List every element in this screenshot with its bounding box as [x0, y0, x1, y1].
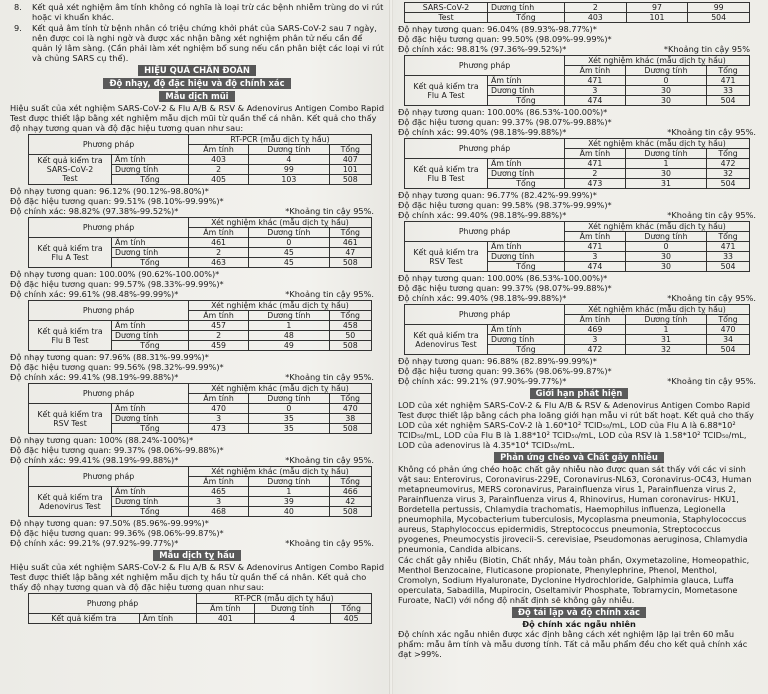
cell: 48 [249, 331, 329, 341]
cell: 504 [707, 262, 750, 272]
sensitivity-stat: Độ nhạy tương quan: 100.00% (86.53%-100.00%)* [398, 273, 608, 283]
page-fold [389, 0, 393, 694]
cell: 1 [249, 487, 329, 497]
note-number: 9. [14, 23, 22, 33]
col-header: Âm tính [189, 394, 249, 404]
col-header: Dương tính [625, 315, 706, 325]
specificity-stat: Độ đặc hiệu tương quan: 99.51% (98.10%-99.99%)* [10, 196, 224, 206]
cell: 4 [254, 614, 331, 624]
cell: 2 [565, 169, 626, 179]
results-table [404, 55, 750, 106]
ci-note: *Khoảng tin cậy 95%. [667, 376, 756, 386]
col-header: Âm tính [189, 477, 249, 487]
row-label: Dương tính [488, 3, 565, 13]
specificity-stat: Độ đặc hiệu tương quan: 99.57% (98.33%-99.99%)* [10, 279, 224, 289]
test-label [405, 242, 488, 272]
test-label-line: Flu A Test [51, 252, 89, 262]
cell: 471 [565, 242, 626, 252]
col-header: Âm tính [565, 232, 626, 242]
cell: 3 [565, 86, 626, 96]
row-label: Dương tính [488, 335, 565, 345]
test-label: Kết quả kiểm tra [29, 614, 140, 624]
cell: 504 [707, 179, 750, 189]
method-header: Phương pháp [29, 301, 189, 321]
col-header: Âm tính [189, 311, 249, 321]
col-header: Âm tính [197, 604, 254, 614]
cell: 470 [329, 404, 371, 414]
test-label-line: Flu B Test [51, 335, 89, 345]
cell: 468 [189, 507, 249, 517]
sensitivity-stat: Độ nhạy tương quan: 96.88% (82.89%-99.99%)* [398, 356, 597, 366]
accuracy-row [10, 372, 384, 382]
col-header: Dương tính [625, 232, 706, 242]
method-header: Phương pháp [405, 139, 565, 159]
method-header: Phương pháp [29, 218, 189, 238]
ci-note: *Khoảng tin cậy 95%. [667, 127, 756, 137]
method-header: Phương pháp [405, 222, 565, 242]
results-table-continued [404, 2, 750, 23]
accuracy-row [398, 210, 760, 220]
lod-text: LOD của xét nghiệm SARS-CoV-2 & Flu A/B & RSV & Adenovirus Antigen Combo Rapid Test được thiết lập bằng cách pha loãng giới hạn mẫu vi rút bất hoạt. Kết quả cho thấy LOD của xét nghiệm SARS-CoV-2 là 1.60*10² TCID₅₀/mL, LOD của Flu A là 6.88*10² TCID₅₀/mL, LOD của Flu B là 1.88*10² TCID₅₀/mL, LOD của RSV là 1.58*10² TCID₅₀/mL, LOD của adenovirus là 4.35*10⁴ TCID₅₀/mL. [398, 400, 754, 450]
test-label-line: RSV Test [53, 418, 87, 428]
ci-note: *Khoảng tin cậy 95%. [285, 455, 374, 465]
method-header: Phương pháp [29, 135, 189, 155]
note-number: 8. [14, 2, 22, 12]
cell: 457 [189, 321, 249, 331]
interference-text: Các chất gây nhiễu (Biotin, Chất nhầy, Máu toàn phần, Oxymetazoline, Homeopathic, Menthol Benzocaine, Fluticasone propionate, Phenylephrine, Phenol, Menthol, Cromolyn, Sodium Hyaluronate, Dyclonine Hydrochloride, Galphimia glauca, Luffa operculata, Sabadilla, Mupirocin, Oseltamivir Phosphate, Tobramycin, Mometasone Furoate, NaCl) với nồng độ nhất định sẽ không gây nhiễu. [398, 555, 750, 605]
sensitivity-stat: Độ nhạy tương quan: 100.00% (86.53%-100.00%)* [398, 107, 608, 117]
notes-list [10, 2, 384, 63]
row-label: Âm tính [112, 404, 189, 414]
cell: 45 [249, 258, 329, 268]
row-label: Dương tính [112, 414, 189, 424]
col-header: Tổng [707, 149, 750, 159]
cell: 465 [189, 487, 249, 497]
test-label-line: Kết quả kiểm tra [37, 492, 103, 502]
note-text: Kết quả xét nghiệm âm tính không có nghĩa là loại trừ các bệnh nhiễm trùng do vi rút hoặc vi khuẩn khác. [32, 2, 384, 22]
col-header: Dương tính [254, 604, 331, 614]
method-header: Phương pháp [29, 594, 197, 614]
accuracy-stat: Độ chính xác: 99.40% (98.18%-99.88%)* [398, 127, 567, 137]
row-label: Âm tính [488, 325, 565, 335]
row-label: Âm tính [112, 487, 189, 497]
test-label-line: Adenovirus Test [415, 339, 477, 349]
cell: 50 [329, 331, 371, 341]
ci-note: *Khoảng tin cậy 95%. [667, 293, 756, 303]
cell: 3 [565, 252, 626, 262]
cell: 47 [329, 248, 371, 258]
cell: 2 [565, 3, 627, 13]
test-label-line: RSV Test [429, 256, 463, 266]
col-header: Âm tính [565, 66, 626, 76]
cell: 1 [625, 325, 706, 335]
cell: 33 [707, 86, 750, 96]
cell: 97 [626, 3, 688, 13]
results-table [28, 466, 372, 517]
accuracy-stat: Độ chính xác: 99.61% (98.48%-99.99%)* [10, 289, 179, 299]
cell: 99 [249, 165, 329, 175]
sensitivity-stat: Độ nhạy tương quan: 96.04% (89.93%-98.77%)* [398, 24, 597, 34]
reference-header: Xét nghiệm khác (mẫu dịch tỵ hầu) [189, 384, 372, 394]
test-label [29, 487, 112, 517]
cell: 1 [249, 321, 329, 331]
cell: 4 [249, 155, 329, 165]
cell: 508 [329, 258, 371, 268]
row-label: Tổng [112, 258, 189, 268]
specificity-stat: Độ đặc hiệu tương quan: 99.37% (98.07%-99.88%)* [398, 117, 612, 127]
cell: 2 [189, 331, 249, 341]
cell: 1 [625, 159, 706, 169]
reference-header: RT-PCR (mẫu dịch tỵ hầu) [197, 594, 372, 604]
col-header: Tổng [329, 145, 371, 155]
cell: 472 [707, 159, 750, 169]
cell: 99 [688, 3, 750, 13]
accuracy-stat: Độ chính xác: 99.21% (97.90%-99.77%)* [398, 376, 567, 386]
test-label-line: SARS-CoV-2 [46, 165, 94, 174]
accuracy-row [10, 206, 384, 216]
cell: 471 [707, 242, 750, 252]
test-label-line: Kết quả kiểm tra [37, 409, 103, 419]
accuracy-stat: Độ chính xác: 99.40% (98.18%-99.88%)* [398, 210, 567, 220]
test-label-line: Test [62, 174, 78, 183]
cell: 101 [329, 165, 371, 175]
specificity-stat: Độ đặc hiệu tương quan: 99.58% (98.37%-99.99%)* [398, 200, 612, 210]
col-header: Âm tính [565, 149, 626, 159]
row-label: Âm tính [488, 242, 565, 252]
accuracy-stat: Độ chính xác: 98.82% (97.38%-99.52%)* [10, 206, 179, 216]
reference-header: Xét nghiệm khác (mẫu dịch tỵ hầu) [189, 467, 372, 477]
specificity-stat: Độ đặc hiệu tương quan: 99.56% (98.32%-99.99%)* [10, 362, 224, 372]
method-header: Phương pháp [29, 384, 189, 404]
ci-note: *Khoảng tin cậy 95%. [285, 538, 374, 548]
cell: 30 [625, 86, 706, 96]
cell: 472 [565, 345, 626, 355]
subsection-title: Độ nhạy, độ đặc hiệu và độ chính xác [103, 78, 290, 89]
col-header: Tổng [707, 66, 750, 76]
row-label: Dương tính [112, 248, 189, 258]
col-header: Âm tính [189, 228, 249, 238]
cell: 474 [565, 96, 626, 106]
accuracy-row [10, 538, 384, 548]
sensitivity-stat: Độ nhạy tương quan: 100.00% (90.62%-100.00%)* [10, 269, 220, 279]
row-label: Âm tính [112, 321, 189, 331]
cell: 405 [189, 175, 249, 185]
method-header: Phương pháp [405, 56, 565, 76]
accuracy-row [10, 289, 384, 299]
cell: 3 [565, 335, 626, 345]
results-table [28, 383, 372, 434]
ci-note: *Khoảng tin cậy 95%. [285, 206, 374, 216]
row-label: Âm tính [112, 238, 189, 248]
ci-note: *Khoảng tin cậy 95%. [285, 372, 374, 382]
accuracy-row [10, 455, 384, 465]
cell: 508 [329, 507, 371, 517]
section-title: HIỆU QUẢ CHẨN ĐOÁN [138, 65, 256, 76]
reproducibility-text: Độ chính xác ngẫu nhiên được xác định bằng cách xét nghiệm lặp lại trên 60 mẫu phẩm: mẫu âm tính và mẫu dương tính. Tất cả mẫu phẩm đều cho kết quả chính xác đạt >99%. [398, 629, 748, 659]
cell: 0 [249, 404, 329, 414]
reference-header: Xét nghiệm khác (mẫu dịch tỵ hầu) [189, 301, 372, 311]
reference-header: Xét nghiệm khác (mẫu dịch tỵ hầu) [565, 305, 750, 315]
cross-reactivity-title: Phản ứng chéo và Chất gây nhiễu [494, 452, 664, 463]
right-tables [398, 55, 760, 386]
row-label: Âm tính [139, 614, 196, 624]
cell: 30 [625, 96, 706, 106]
accuracy-stat: Độ chính xác: 98.81% (97.36%-99.52%)* [398, 44, 567, 54]
reference-header: Xét nghiệm khác (mẫu dịch tỵ hầu) [565, 56, 750, 66]
results-table [404, 221, 750, 272]
col-header: Dương tính [625, 149, 706, 159]
cell: 32 [625, 345, 706, 355]
accuracy-stat: Độ chính xác: 99.21% (97.92%-99.77%)* [10, 538, 179, 548]
ci-note: *Khoảng tin cậy 95%. [667, 210, 756, 220]
intro-throat: Hiệu suất của xét nghiệm SARS-CoV-2 & Flu A/B & RSV & Adenovirus Antigen Combo Rapid Test được thiết lập bằng xét nghiệm mẫu dịch tỵ hầu từ quần thể cá nhân. Kết quả cho thấy độ nhạy tương quan và độ đặc hiệu tương quan như sau: [10, 562, 385, 592]
results-table [404, 138, 750, 189]
cell: 458 [329, 321, 371, 331]
results-table [28, 300, 372, 351]
col-header: Dương tính [249, 311, 329, 321]
row-label: Âm tính [112, 155, 189, 165]
cell: 2 [189, 165, 249, 175]
cell: 30 [625, 252, 706, 262]
accuracy-row [398, 293, 760, 303]
cell: 2 [189, 248, 249, 258]
row-label: Tổng [112, 175, 189, 185]
reference-header: RT-PCR (mẫu dịch tỵ hầu) [189, 135, 372, 145]
cell: 474 [565, 262, 626, 272]
cell: 3 [189, 414, 249, 424]
cell: 461 [189, 238, 249, 248]
test-label [29, 404, 112, 434]
right-column [398, 0, 760, 660]
left-column [10, 0, 384, 625]
cell: 459 [189, 341, 249, 351]
cell: 38 [329, 414, 371, 424]
row-label: Dương tính [488, 252, 565, 262]
cell: 0 [249, 238, 329, 248]
test-label [29, 321, 112, 351]
cell: 31 [625, 335, 706, 345]
row-label: Âm tính [488, 76, 565, 86]
results-table [28, 217, 372, 268]
cell: 42 [329, 497, 371, 507]
test-label-line: Kết quả kiểm tra [37, 326, 103, 336]
sensitivity-stat: Độ nhạy tương quan: 100% (88.24%-100%)* [10, 435, 194, 445]
method-header: Phương pháp [29, 467, 189, 487]
cell: 40 [249, 507, 329, 517]
cell: 401 [197, 614, 254, 624]
col-header: Tổng [329, 311, 371, 321]
cell: 466 [329, 487, 371, 497]
test-label: SARS-CoV-2 [405, 3, 488, 13]
col-header: Âm tính [189, 145, 249, 155]
col-header: Tổng [707, 315, 750, 325]
test-label [405, 76, 488, 106]
row-label: Dương tính [112, 497, 189, 507]
reproducibility-title: Độ tái lặp và độ chính xác [512, 607, 646, 618]
test-label [405, 159, 488, 189]
col-header: Tổng [331, 604, 372, 614]
row-label: Tổng [488, 345, 565, 355]
cell: 471 [707, 76, 750, 86]
specificity-stat: Độ đặc hiệu tương quan: 99.50% (98.09%-99.99%)* [398, 34, 612, 44]
test-label-line: Kết quả kiểm tra [413, 247, 479, 257]
cell: 469 [565, 325, 626, 335]
col-header: Dương tính [625, 66, 706, 76]
cell: 471 [565, 159, 626, 169]
test-label-line: Kết quả kiểm tra [37, 156, 103, 165]
random-precision-title: Độ chính xác ngẫu nhiên [522, 619, 636, 629]
accuracy-row [398, 127, 760, 137]
reference-header: Xét nghiệm khác (mẫu dịch tỵ hầu) [565, 139, 750, 149]
row-label: Tổng [488, 13, 565, 23]
specificity-stat: Độ đặc hiệu tương quan: 99.37% (98.06%-99.88%)* [10, 445, 224, 455]
note-item [10, 2, 384, 22]
left-tables [10, 134, 384, 548]
specificity-stat: Độ đặc hiệu tương quan: 99.36% (98.06%-99.87%)* [10, 528, 224, 538]
cross-reactivity-text: Không có phản ứng chéo hoặc chất gây nhiễu nào được quan sát thấy với các vi sinh vật sau: Enterovirus, Coronavirus-229E, Coronavirus-NL63, Coronavirus-OC43, Human metapneumovirus, MERS coronavirus, Parainfluenza virus 1, Parainfluenza virus 2, Parainfluenza virus 3, Parainfluenza virus 4, Rhinovirus, Human coronavirus- HKU1, Bordetella pertussis, Chlamydia trachomatis, Haemophilus influenza, Legionella pneumophila, Mycobacterium tuberculosis, Mycoplasma pneumonia, Staphylococcus aureus, Staphylococcus epidermidis, Streptococcus pneumonia, Streptococcus pyogenes, Pneumocystis jirovecii-S. cerevisiae, Pseudomonas aeruginosa, Chlamydia pneumonia, Candida albicans. [398, 464, 752, 554]
cell: 461 [329, 238, 371, 248]
sample-title-throat: Mẫu dịch tỵ hầu [153, 550, 241, 561]
test-label-line: Flu A Test [427, 90, 465, 100]
cell: 504 [688, 13, 750, 23]
row-label: Tổng [488, 96, 565, 106]
row-label: Tổng [112, 341, 189, 351]
cell: 31 [625, 179, 706, 189]
cell: 30 [625, 169, 706, 179]
accuracy-stat: Độ chính xác: 99.40% (98.18%-99.88%)* [398, 293, 567, 303]
test-label [29, 238, 112, 268]
cell: 30 [625, 262, 706, 272]
cell: 403 [565, 13, 627, 23]
lod-title: Giới hạn phát hiện [530, 388, 629, 399]
cell: 3 [189, 497, 249, 507]
cell: 33 [707, 252, 750, 262]
row-label: Âm tính [488, 159, 565, 169]
cell: 0 [625, 242, 706, 252]
cell: 32 [707, 169, 750, 179]
note-item [10, 23, 384, 63]
cell: 35 [249, 414, 329, 424]
row-label: Tổng [112, 424, 189, 434]
method-header: Phương pháp [405, 305, 565, 325]
cell: 403 [189, 155, 249, 165]
cell: 0 [625, 76, 706, 86]
cell: 470 [707, 325, 750, 335]
row-label: Dương tính [488, 169, 565, 179]
row-label: Dương tính [488, 86, 565, 96]
results-table [404, 304, 750, 355]
test-label [405, 325, 488, 355]
cell: 504 [707, 96, 750, 106]
cell: 103 [249, 175, 329, 185]
reference-header: Xét nghiệm khác (mẫu dịch tỵ hầu) [565, 222, 750, 232]
col-header: Tổng [329, 394, 371, 404]
row-label: Tổng [488, 262, 565, 272]
cell: 471 [565, 76, 626, 86]
row-label: Tổng [488, 179, 565, 189]
sensitivity-stat: Độ nhạy tương quan: 97.96% (88.31%-99.99%)* [10, 352, 209, 362]
cell: 39 [249, 497, 329, 507]
test-label [29, 155, 112, 185]
cell: 504 [707, 345, 750, 355]
specificity-stat: Độ đặc hiệu tương quan: 99.37% (98.07%-99.88%)* [398, 283, 612, 293]
intro-nasal: Hiệu suất của xét nghiệm SARS-CoV-2 & Flu A/B & RSV & Adenovirus Antigen Combo Rapid Test được thiết lập bằng xét nghiệm mẫu dịch mũi từ quần thể cá nhân. Kết quả cho thấy độ nhạy tương quan và độ đặc hiệu tương quan như sau: [10, 103, 385, 133]
cell: 407 [329, 155, 371, 165]
accuracy-row [398, 376, 760, 386]
sensitivity-stat: Độ nhạy tương quan: 96.12% (90.12%-98.80%)* [10, 186, 209, 196]
cell: 101 [626, 13, 688, 23]
test-label-line: Kết quả kiểm tra [413, 81, 479, 91]
cell: 463 [189, 258, 249, 268]
col-header: Âm tính [565, 315, 626, 325]
cell: 470 [189, 404, 249, 414]
sensitivity-stat: Độ nhạy tương quan: 97.50% (85.96%-99.99%)* [10, 518, 209, 528]
test-label-line: Kết quả kiểm tra [413, 164, 479, 174]
accuracy-row [398, 44, 760, 54]
row-label: Tổng [112, 507, 189, 517]
cell: 508 [329, 424, 371, 434]
cell: 34 [707, 335, 750, 345]
col-header: Tổng [329, 228, 371, 238]
row-label: Dương tính [112, 331, 189, 341]
test-label: Test [405, 13, 488, 23]
accuracy-stat: Độ chính xác: 99.41% (98.19%-99.88%)* [10, 455, 179, 465]
sensitivity-stat: Độ nhạy tương quan: 96.77% (82.42%-99.99%)* [398, 190, 597, 200]
cell: 473 [565, 179, 626, 189]
ci-note: *Khoảng tin cậy 95% [663, 44, 750, 54]
test-label-line: Flu B Test [427, 173, 465, 183]
cell: 45 [249, 248, 329, 258]
ci-note: *Khoảng tin cậy 95%. [285, 289, 374, 299]
results-table [28, 134, 372, 185]
cell: 405 [331, 614, 372, 624]
cell: 473 [189, 424, 249, 434]
cell: 35 [249, 424, 329, 434]
col-header: Dương tính [249, 145, 329, 155]
col-header: Tổng [329, 477, 371, 487]
cell: 508 [329, 175, 371, 185]
sample-title-nasal: Mẫu dịch mũi [159, 91, 234, 102]
col-header: Dương tính [249, 394, 329, 404]
test-label-line: Kết quả kiểm tra [37, 243, 103, 253]
accuracy-stat: Độ chính xác: 99.41% (98.19%-99.88%)* [10, 372, 179, 382]
row-label: Dương tính [112, 165, 189, 175]
specificity-stat: Độ đặc hiệu tương quan: 99.36% (98.06%-99.87%)* [398, 366, 612, 376]
cell: 49 [249, 341, 329, 351]
test-label-line: Adenovirus Test [39, 501, 101, 511]
note-text: Kết quả âm tính từ bệnh nhân có triệu chứng khởi phát của SARS-CoV-2 sau 7 ngày, nên được coi là nghi ngờ và được xác nhận bằng xét nghiệm phân tử nếu cần để quản lý lâm sàng. (Cần phải làm xét nghiệm bổ sung nếu cần phân biệt các loại vi rút và chủng SARS cụ thể). [32, 23, 384, 63]
test-label-line: Kết quả kiểm tra [413, 330, 479, 340]
cell: 508 [329, 341, 371, 351]
col-header: Dương tính [249, 477, 329, 487]
col-header: Dương tính [249, 228, 329, 238]
reference-header: Xét nghiệm khác (mẫu dịch tỵ hầu) [189, 218, 372, 228]
results-table [28, 593, 372, 624]
col-header: Tổng [707, 232, 750, 242]
